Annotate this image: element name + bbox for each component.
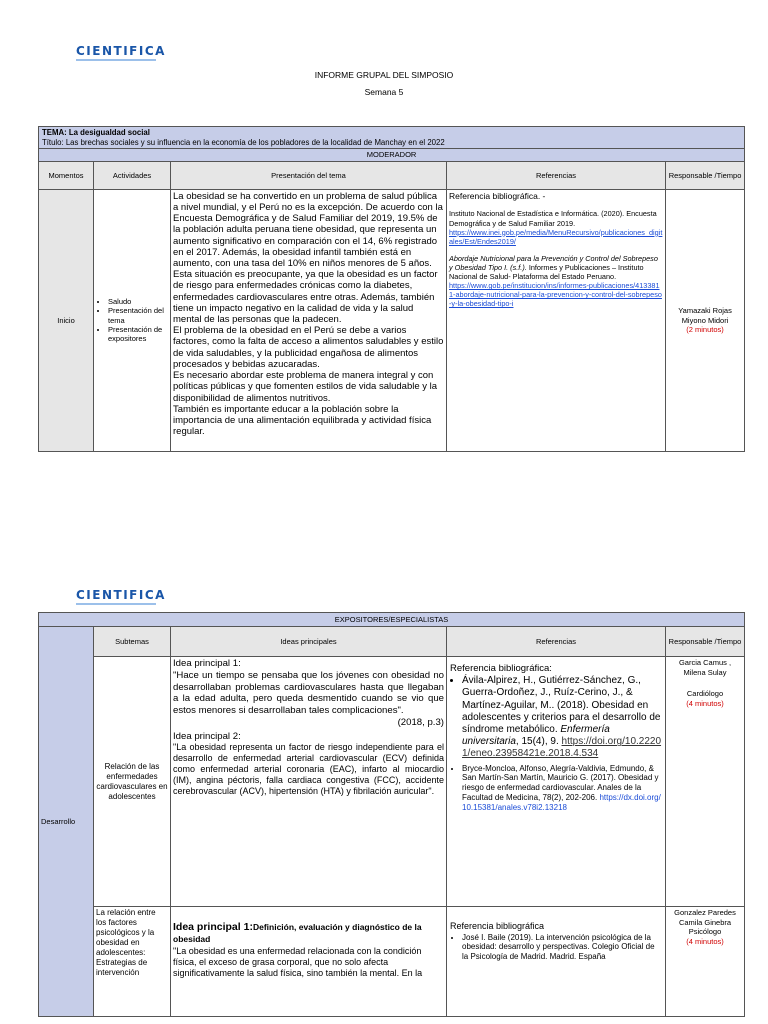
responsible-cell [666, 657, 745, 907]
idea-citation: (2018, p.3) [397, 716, 444, 728]
idea-label: Idea principal 1: [173, 921, 253, 934]
titulo-label: Título: Las brechas sociales y su influencia en la economía de los pobladores de la localidad de Manchay en el 2022 [42, 137, 445, 147]
cientifica-logo: CIENTIFICA [76, 44, 166, 61]
ideas-cell [171, 657, 447, 907]
tema-label: TEMA: La desigualdad social [42, 128, 150, 137]
time-label: (4 minutos) [686, 698, 724, 708]
time-label: (2 minutos) [686, 325, 724, 335]
reference-title: Abordaje Nutricional para la Prevención y Control del Sobrepeso y Obesidad Tipo I. (s.f.). [449, 253, 658, 273]
paragraph: Esta situación es preocupante, ya que la obesidad es un factor de riesgo para enfermedades crónicas como la diabetes, enfermedades cardiovasculares entre otras. Además, también tiene un impacto negativo en la calidad de vida y la salud mental de las personas que la padecen. [173, 269, 438, 326]
report-title: INFORME GRUPAL DEL SIMPOSIO [314, 70, 454, 80]
references-cell [447, 907, 666, 1017]
list-item: • Presentación del tema [108, 306, 168, 325]
experts-header: EXPOSITORES/ESPECIALISTAS [39, 613, 745, 627]
cientifica-logo: CIENTIFICA [76, 588, 166, 605]
col-subtemas: Subtemas [94, 627, 171, 657]
experts-table [38, 612, 745, 1017]
subtopic-cell: Relación de las enfermedades cardiovasculares en adolescentes [94, 657, 171, 907]
reference-link[interactable]: https://www.inei.gob.pe/media/MenuRecursivo/publicaciones_digitales/Est/Endes2019/ [449, 227, 663, 246]
idea-label: Idea principal 1: [173, 658, 241, 670]
reference-label: Referencia bibliográfica: [450, 663, 552, 675]
moderator-table [38, 126, 745, 452]
reference-link[interactable]: https://dx.doi.org/10.15381/anales.v78i2.13218 [462, 792, 661, 812]
time-label: (4 minutos) [686, 936, 724, 946]
reference-text: Instituto Nacional de Estadística e Informática. (2020). Encuesta Demográfica y de Salud Familiar 2019. [449, 209, 657, 228]
paragraph: Es necesario abordar este problema de manera integral y con políticas públicas y que fomenten estilos de vida saludable y la disponibilidad de alimentos nutritivos. [173, 370, 438, 404]
subtopic-cell: La relación entre los factores psicológicos y la obesidad en adolescentes: Estrategias de intervención [94, 907, 171, 1017]
week-label: Semana 5 [364, 87, 404, 97]
paragraph: La obesidad se ha convertido en un problema de salud pública a nivel mundial, y el Perú no es la excepción. De acuerdo con la Encuesta Demográfica y de Salud Familiar del 2019, 19.5% de la población adulta peruana tiene obesidad, que representa un aumento significativo en comparación con el 14, 6% registrado en el 2017. Además, la obesidad infantil también está en aumento, con una tasa del 10% en niños menores de 5 años. [173, 190, 443, 270]
reference-label: Referencia bibliográfica [450, 921, 545, 932]
idea-text: "La obesidad es una enfermedad relacionada con la condición física, el exceso de grasa corporal, que no solo afecta significativamente la salud física, sino también la mental. En la [173, 945, 423, 978]
moment-cell: Desarrollo [39, 627, 94, 1017]
list-item: • Ávila-Alpirez, H., Gutiérrez-Sánchez, G., Guerra-Ordoñez, J., Ruíz-Cerino, J., & Martínez-Aguilar, M.. (2018). Obesidad en adolescentes y criterios para el desarrollo de síndrome metabólico. Enfermería universitaria, 15(4), 9. https://doi.org/10.22201/eneo.23958421e.2018.4.534 [462, 675, 662, 760]
list-item: • Saludo [108, 297, 168, 306]
reference-label: Referencia bibliográfica. - [449, 190, 546, 201]
responsible-cell [666, 907, 745, 1017]
responsible-cell [666, 189, 745, 451]
col-presentacion: Presentación del tema [171, 161, 447, 189]
list-item: • José I. Baile (2019). La intervención psicológica de la obesidad: desarrollo y perspectivas. Colegio Oficial de la Psicología de Madrid. Madrid. España [462, 933, 662, 962]
reference-link[interactable]: https://www.gob.pe/institucion/ins/informes-publicaciones/4133811-abordaje-nutricional-para-la-prevencion-y-control-del-sobrepeso-y-la-obesidad-tipo-i [449, 281, 662, 309]
list-item: • Bryce-Moncloa, Alfonso, Alegría-Valdivia, Edmundo, & San Martín-San Martín, Mauricio G. (2017). Obesidad y riesgo de enfermedad cardiovascular. Anales de la Facultad de Medicina, 78(2), 202-206. https://dx.doi.org/10.15381/anales.v78i2.13218 [462, 764, 662, 813]
references-cell [447, 189, 666, 451]
idea-text: "Hace un tiempo se pensaba que los jóvenes con obesidad no desarrollaban problemas cardiovasculares hasta que llegaban a la edad adulta, pero queda desmentido cuando se vio que estos menores si desarrollaban tales complicaciones". [173, 670, 444, 717]
ideas-cell [171, 907, 447, 1017]
idea-text: "La obesidad representa un factor de riesgo independiente para el desarrollo de enfermedad arterial cardiovascular (ECV) definida como enfermedad arterial coronaria (EAC), infarto al miocardio (IM), angina péctoris, falla cardiaca congestiva (FCC), accidente cerebrovascular (ACV), hipertensión (HTA) y fibrilación auricular". [173, 742, 444, 797]
col-ideas: Ideas principales [171, 627, 447, 657]
reference-text: Informes y Publicaciones – Instituto Nacional de Salud- Plataforma del Estado Peruano. [449, 263, 644, 282]
page-1 [0, 0, 768, 470]
col-referencias: Referencias [447, 161, 666, 189]
responsible-name: Yamazaki Rojas Miyono Midori [678, 306, 732, 325]
table-row [39, 657, 745, 907]
table-row [39, 907, 745, 1017]
moderator-header: MODERADOR [39, 149, 745, 161]
idea-title: Definición, evaluación y diagnóstico de la obesidad [173, 922, 422, 945]
col-responsable: Responsable /Tiempo [666, 627, 745, 657]
table-row [39, 189, 745, 451]
idea-label: Idea principal 2: [173, 730, 241, 742]
references-cell [447, 657, 666, 907]
page-2 [0, 570, 768, 1024]
list-item: • Presentación de expositores [108, 325, 168, 344]
responsible-name: Garcia Camus , Milena Sulay [678, 658, 732, 677]
presentation-cell [171, 189, 447, 451]
col-referencias: Referencias [447, 627, 666, 657]
col-momentos: Momentos [39, 161, 94, 189]
paragraph: También es importante educar a la población sobre la importancia de una alimentación equilibrada y actividad física regular. [173, 403, 432, 438]
paragraph: El problema de la obesidad en el Perú se debe a varios factores, como la falta de acceso a alimentos saludables y estilo de vida saludables, y la publicidad engañosa de alimentos procesados y bebidas azucaradas. [173, 325, 444, 370]
responsible-name: Gonzalez Paredes Camila Ginebra [674, 908, 736, 927]
role-label: Psicólogo [688, 927, 722, 937]
moment-cell: Inicio [39, 189, 94, 451]
reference-link[interactable]: https://doi.org/10.22201/eneo.23958421e.2018.4.534 [462, 736, 662, 760]
role-label: Cardiólogo [686, 689, 724, 699]
activities-cell [94, 189, 171, 451]
col-responsable: Responsable /Tiempo [666, 161, 745, 189]
col-actividades: Actividades [94, 161, 171, 189]
